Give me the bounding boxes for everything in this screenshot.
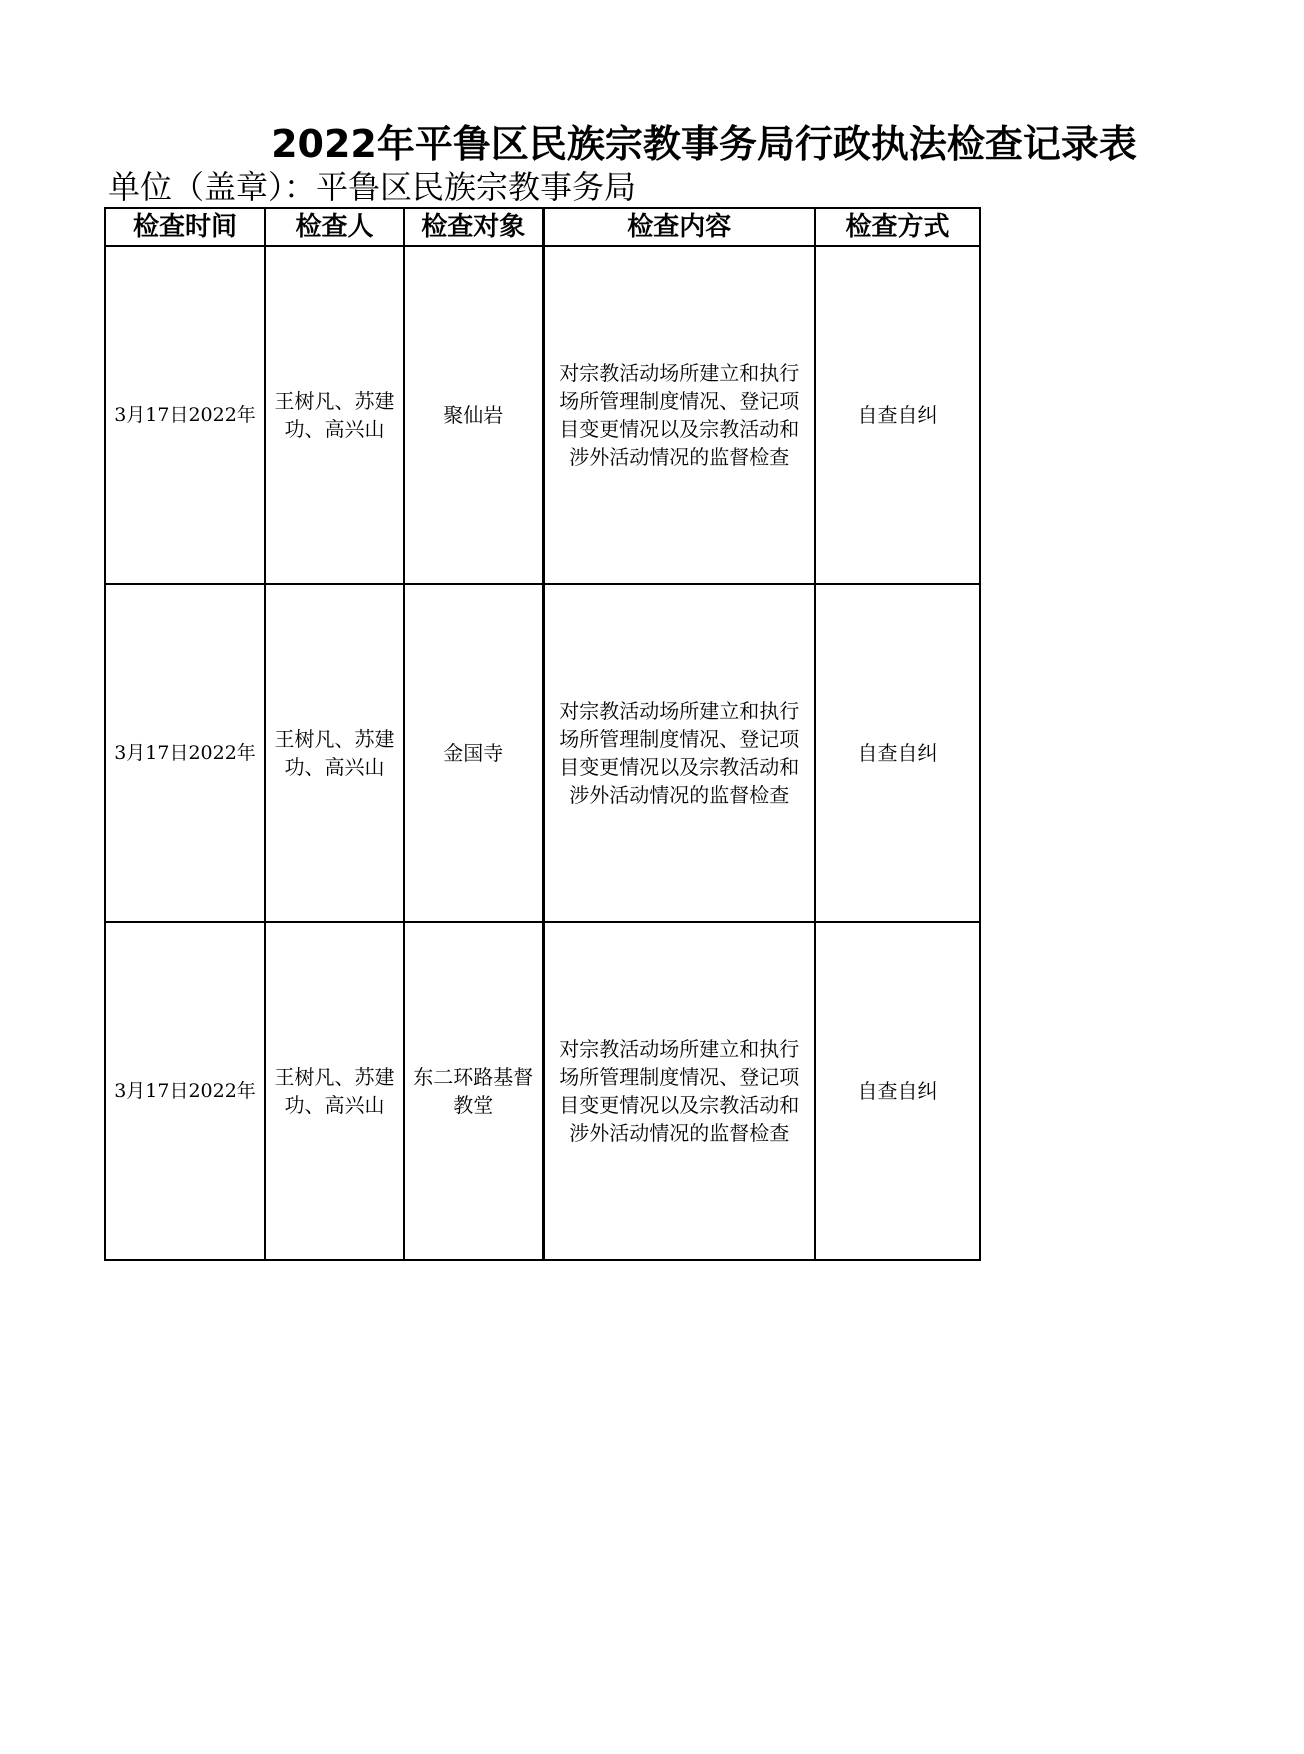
cell-time: 3月17日2022年 — [105, 246, 265, 584]
cell-content: 对宗教活动场所建立和执行场所管理制度情况、登记项目变更情况以及宗教活动和涉外活动情况的监督检查 — [543, 246, 815, 584]
cell-inspectors: 王树凡、苏建功、高兴山 — [265, 584, 404, 922]
cell-inspectors: 王树凡、苏建功、高兴山 — [265, 922, 404, 1260]
cell-target: 聚仙岩 — [404, 246, 543, 584]
cell-inspectors: 王树凡、苏建功、高兴山 — [265, 246, 404, 584]
table-row — [105, 922, 980, 1260]
cell-time: 3月17日2022年 — [105, 922, 265, 1260]
title-area — [104, 118, 1137, 170]
cell-method: 自查自纠 — [815, 922, 980, 1260]
inspection-table — [104, 207, 981, 1261]
cell-method: 自查自纠 — [815, 584, 980, 922]
unit-seal-line: 单位（盖章）：平鲁区民族宗教事务局 — [108, 168, 637, 206]
table-row — [105, 246, 980, 584]
header-inspector: 检查人 — [265, 208, 404, 246]
table-row — [105, 584, 980, 922]
table-header-row — [105, 208, 980, 246]
header-method: 检查方式 — [815, 208, 980, 246]
cell-target: 金国寺 — [404, 584, 543, 922]
cell-content: 对宗教活动场所建立和执行场所管理制度情况、登记项目变更情况以及宗教活动和涉外活动情况的监督检查 — [543, 922, 815, 1260]
header-time: 检查时间 — [105, 208, 265, 246]
cell-time: 3月17日2022年 — [105, 584, 265, 922]
cell-content: 对宗教活动场所建立和执行场所管理制度情况、登记项目变更情况以及宗教活动和涉外活动情况的监督检查 — [543, 584, 815, 922]
cell-method: 自查自纠 — [815, 246, 980, 584]
header-target: 检查对象 — [404, 208, 543, 246]
header-content: 检查内容 — [543, 208, 815, 246]
page-title: 2022年平鲁区民族宗教事务局行政执法检查记录表 — [271, 122, 1137, 166]
cell-target: 东二环路基督教堂 — [404, 922, 543, 1260]
